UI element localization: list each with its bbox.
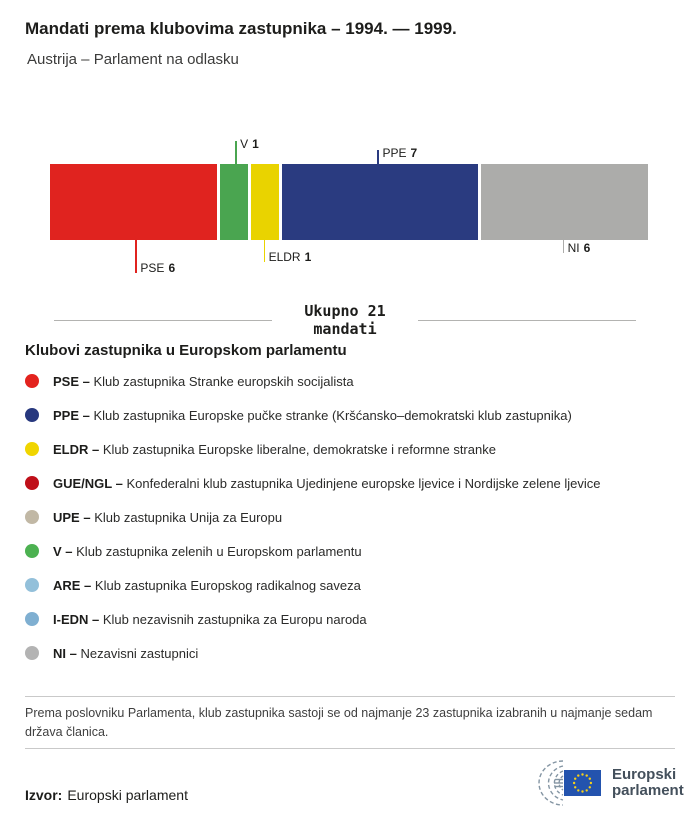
bar-segment-V [220, 164, 248, 240]
legend-item-abbr: PPE – [53, 407, 90, 423]
legend-item-abbr: V – [53, 543, 73, 559]
legend-item-desc: Klub zastupnika Europskog radikalnog saveza [94, 577, 361, 593]
legend-dot-icon [25, 612, 39, 626]
seat-bar [50, 164, 648, 240]
footnote-divider-bottom [25, 748, 675, 749]
legend-item-guengl [25, 466, 685, 500]
legend-dot-icon [25, 510, 39, 524]
callout-tick-NI [563, 240, 565, 253]
page-subtitle: Austrija – Parlament na odlasku [27, 51, 239, 68]
legend-item-desc: Klub nezavisnih zastupnika za Europu naroda [102, 611, 367, 627]
legend-item-text [53, 646, 198, 661]
legend-item-abbr: ARE – [53, 577, 92, 593]
bar-segment-PPE [282, 164, 477, 240]
group-seats: 7 [410, 146, 418, 160]
group-seats: 1 [252, 137, 259, 151]
legend-item-abbr: PSE – [53, 373, 90, 389]
callout-tick-PPE [377, 150, 379, 164]
callout-label-PPE [382, 146, 417, 160]
legend-list [25, 364, 685, 670]
legend-item-text [53, 442, 496, 457]
callout-label-V [240, 137, 259, 151]
legend-item-v [25, 534, 685, 568]
legend-item-iedn [25, 602, 685, 636]
total-row [0, 301, 700, 341]
group-name: PPE [382, 146, 407, 160]
european-parliament-logo [522, 757, 684, 809]
legend-item-text [53, 544, 362, 559]
parliament-hemicycle-icon [522, 757, 604, 809]
legend-item-desc: Klub zastupnika Stranke europskih socijalista [93, 373, 354, 389]
source-line [25, 787, 188, 803]
legend-item-text [53, 510, 282, 525]
bar-segment-PSE [50, 164, 217, 240]
callout-label-NI [568, 241, 591, 255]
legend-dot-icon [25, 578, 39, 592]
legend-item-are [25, 568, 685, 602]
total-rule-left [54, 320, 272, 321]
bar-segment-NI [481, 164, 648, 240]
legend-item-abbr: GUE/NGL – [53, 475, 123, 491]
legend-item-abbr: UPE – [53, 509, 91, 525]
group-name: PSE [140, 261, 165, 275]
source-label: Izvor: [25, 787, 63, 803]
group-seats: 6 [168, 261, 176, 275]
callout-label-ELDR [269, 250, 312, 264]
callout-tick-V [235, 141, 237, 164]
eu-flag-icon [564, 770, 601, 796]
callout-label-PSE [140, 261, 175, 275]
legend-item-desc: Nezavisni zastupnici [80, 645, 199, 661]
legend-item-text [53, 612, 367, 627]
group-seats: 1 [304, 250, 312, 264]
bar-segment-ELDR [251, 164, 279, 240]
group-name: V [240, 137, 249, 151]
legend-item-text [53, 408, 572, 423]
legend-item-desc: Klub zastupnika Europske pučke stranke (Kršćansko–demokratski klub zastupnika) [93, 407, 572, 423]
total-mandates-label [275, 302, 415, 338]
legend-item-abbr: NI – [53, 645, 77, 661]
legend-item-ppe [25, 398, 685, 432]
legend-dot-icon [25, 374, 39, 388]
legend-item-abbr: ELDR – [53, 441, 100, 457]
total-rule-right [418, 320, 636, 321]
logo-wordmark [612, 767, 684, 799]
group-seats: 6 [583, 241, 591, 255]
legend-heading: Klubovi zastupnika u Europskom parlamentu [25, 342, 347, 359]
legend-item-upe [25, 500, 685, 534]
legend-dot-icon [25, 544, 39, 558]
legend-item-abbr: I-EDN – [53, 611, 100, 627]
footnote-divider-top [25, 696, 675, 697]
group-name: ELDR [268, 250, 301, 264]
logo-word-2: parlament [612, 782, 684, 799]
legend-item-text [53, 578, 361, 593]
legend-dot-icon [25, 442, 39, 456]
total-line-1: Ukupno 21 [304, 302, 386, 320]
legend-item-eldr [25, 432, 685, 466]
callout-tick-PSE [135, 240, 137, 273]
legend-item-desc: Klub zastupnika zelenih u Europskom parlamentu [76, 543, 362, 559]
callout-tick-ELDR [264, 240, 266, 262]
page-title: Mandati prema klubovima zastupnika – 1994. — 1999. [25, 19, 457, 38]
total-line-2: mandati [313, 320, 377, 338]
legend-item-pse [25, 364, 685, 398]
logo-word-1: Europski [612, 766, 677, 783]
footnote: Prema poslovniku Parlamenta, klub zastupnika sastoji se od najmanje 23 zastupnika izabranih u najmanje sedam država članica. [25, 706, 653, 739]
legend-dot-icon [25, 646, 39, 660]
legend-item-desc: Konfederalni klub zastupnika Ujedinjene europske ljevice i Nordijske zelene ljevice [126, 475, 601, 491]
legend-item-desc: Klub zastupnika Unija za Europu [94, 509, 283, 525]
legend-dot-icon [25, 476, 39, 490]
source-text: Europski parlament [67, 787, 188, 803]
legend-item-text [53, 374, 354, 389]
group-name: NI [567, 241, 580, 255]
legend-item-desc: Klub zastupnika Europske liberalne, demokratske i reformne stranke [102, 441, 496, 457]
seat-chart [0, 135, 700, 293]
legend-item-ni [25, 636, 685, 670]
legend-item-text [53, 476, 601, 491]
legend-dot-icon [25, 408, 39, 422]
